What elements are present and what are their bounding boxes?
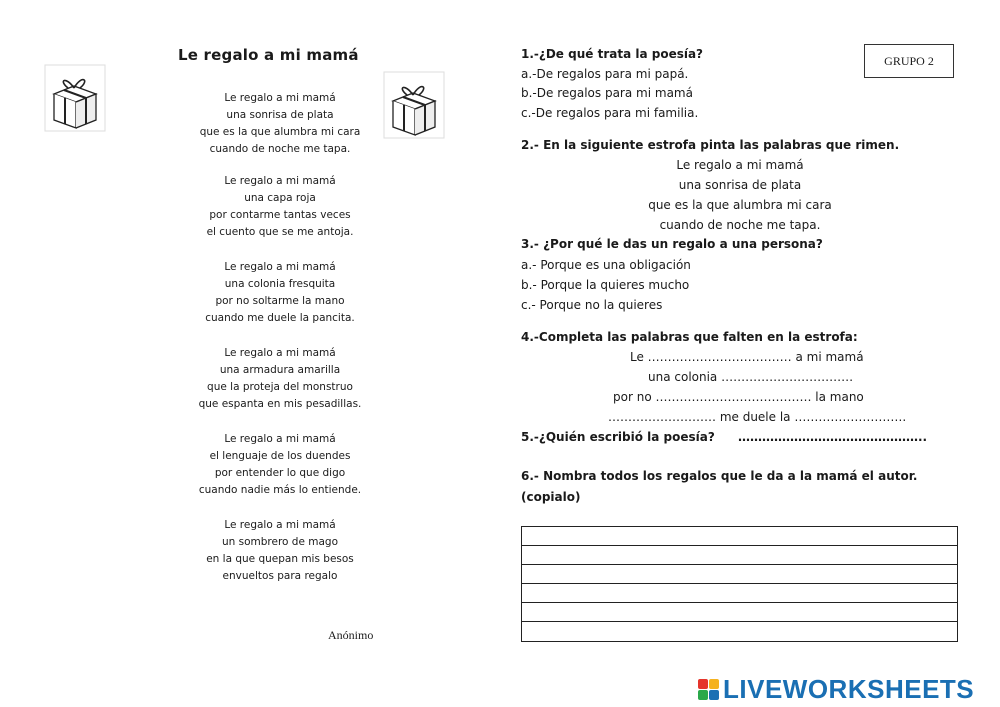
poem-line: por no soltarme la mano (215, 295, 345, 307)
answer-line[interactable] (522, 622, 957, 641)
poem-line: una capa roja (244, 192, 316, 204)
group-label: GRUPO 2 (864, 44, 954, 78)
poem-line: una armadura amarilla (219, 364, 341, 376)
poem-line: Le regalo a mi mamá (224, 347, 336, 359)
question-2: 2.- En la siguiente estrofa pinta las palabras que rimen. (521, 138, 900, 152)
logo-squares-icon (698, 679, 719, 700)
poem-line: cuando de noche me tapa. (209, 143, 351, 155)
poem-stanza-4 (150, 345, 410, 413)
q5-answer-blank[interactable]: ……………………………………….. (738, 430, 928, 444)
question-6: 6.- Nombra todos los regalos que le da a la mamá el autor. (521, 469, 918, 483)
gift-box-icon (44, 64, 106, 132)
q2-word-line[interactable]: cuando de noche me tapa. (659, 218, 821, 232)
question-3: 3.- ¿Por qué le das un regalo a una persona? (521, 237, 823, 251)
q1-option-b[interactable]: b.-De regalos para mi mamá (521, 86, 693, 100)
question-1: 1.-¿De qué trata la poesía? (521, 47, 704, 61)
poem-line: Le regalo a mi mamá (224, 261, 336, 273)
q2-word-line[interactable]: una sonrisa de plata (678, 178, 802, 192)
logo-square (698, 679, 708, 689)
q3-option-a[interactable]: a.- Porque es una obligación (521, 258, 691, 272)
poem-line: un sombrero de mago (221, 536, 339, 548)
answer-line[interactable] (522, 546, 957, 565)
q4-fill-line[interactable]: Le ……………………………… a mi mamá (630, 350, 864, 364)
poem-line: envueltos para regalo (222, 570, 338, 582)
poem-stanza-3 (150, 259, 410, 327)
poem-stanza-2 (150, 173, 410, 241)
logo-text: LIVEWORKSHEETS (723, 674, 975, 704)
poem-line: cuando me duele la pancita. (205, 312, 355, 324)
logo-square (709, 679, 719, 689)
poem-line: el lenguaje de los duendes (209, 450, 351, 462)
q2-word-line[interactable]: Le regalo a mi mamá (676, 158, 804, 172)
poem-stanza-6 (150, 517, 410, 585)
poem-line: cuando nadie más lo entiende. (198, 484, 362, 496)
poem-line: una sonrisa de plata (226, 109, 334, 121)
question-5: 5.-¿Quién escribió la poesía? (521, 430, 715, 444)
poem-stanza-5 (150, 431, 410, 499)
poem-line: en la que quepan mis besos (206, 553, 354, 565)
q4-fill-line[interactable]: por no ………………………………… la mano (613, 390, 864, 404)
poem-stanza-1 (150, 90, 410, 158)
answer-line[interactable] (522, 603, 957, 622)
poem-line: Le regalo a mi mamá (224, 433, 336, 445)
logo-square (709, 690, 719, 700)
q3-option-c[interactable]: c.- Porque no la quieres (521, 298, 663, 312)
q2-word-line[interactable]: que es la que alumbra mi cara (648, 198, 832, 212)
poem-line: una colonia fresquita (224, 278, 336, 290)
poem-line: Le regalo a mi mamá (224, 175, 336, 187)
q3-option-b[interactable]: b.- Porque la quieres mucho (521, 278, 690, 292)
poem-line: Le regalo a mi mamá (224, 519, 336, 531)
poem-line: Le regalo a mi mamá (224, 92, 336, 104)
q1-option-c[interactable]: c.-De regalos para mi familia. (521, 106, 699, 120)
question-4: 4.-Completa las palabras que falten en la estrofa: (521, 330, 858, 344)
poem-line: que la proteja del monstruo (207, 381, 353, 393)
q6-answer-box[interactable] (521, 526, 958, 642)
poem-line: que es la que alumbra mi cara (199, 126, 361, 138)
answer-line[interactable] (522, 565, 957, 584)
q4-fill-line[interactable]: ……………………… me duele la ………………………. (608, 410, 907, 424)
q4-fill-line[interactable]: una colonia …………………………… (648, 370, 854, 384)
answer-line[interactable] (522, 584, 957, 603)
answer-line[interactable] (522, 527, 957, 546)
question-6-subtext: (copialo) (521, 490, 581, 504)
q1-option-a[interactable]: a.-De regalos para mi papá. (521, 67, 689, 81)
poem-line: por contarme tantas veces (209, 209, 351, 221)
poem-author: Anónimo (328, 628, 374, 642)
poem-line: por entender lo que digo (214, 467, 346, 479)
logo-square (698, 690, 708, 700)
poem-line: el cuento que se me antoja. (206, 226, 354, 238)
poem-line: que espanta en mis pesadillas. (198, 398, 362, 410)
liveworksheets-logo (698, 674, 974, 705)
poem-title: Le regalo a mi mamá (178, 46, 359, 64)
